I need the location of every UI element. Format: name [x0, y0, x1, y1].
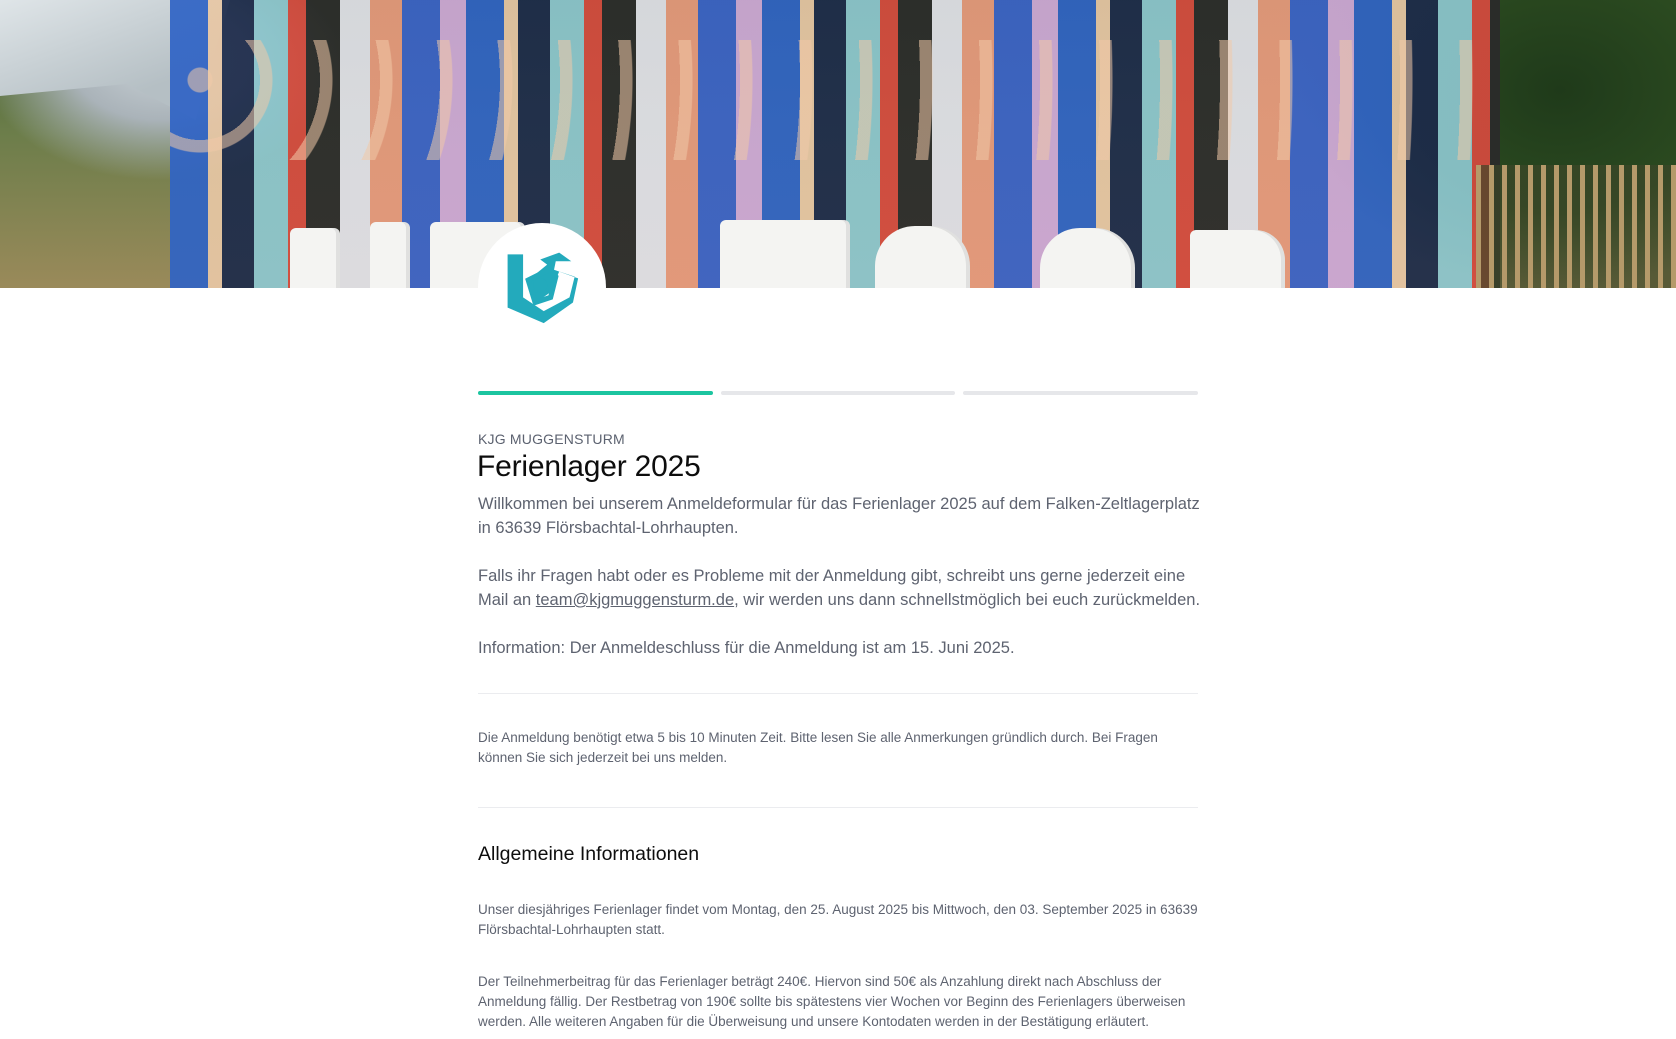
kjg-logo-icon: [499, 244, 585, 330]
intro-p2-before: Falls ihr Fragen habt oder es Probleme mit der Anmeldung gibt, schreibt uns gerne jederzeit eine Mail an: [478, 567, 1186, 609]
divider: [478, 693, 1198, 694]
progress-step-2: [721, 391, 956, 395]
letter-shape: [720, 220, 850, 288]
section-title-general-info: Allgemeine Informationen: [478, 843, 700, 865]
progress-step-1: [478, 391, 713, 395]
letter-shape: [1190, 230, 1285, 288]
fence-shape: [1476, 165, 1676, 288]
intro-paragraph-2: [478, 564, 1203, 612]
duration-note: Die Anmeldung benötigt etwa 5 bis 10 Minuten Zeit. Bitte lesen Sie alle Anmerkungen gründlich durch. Bei Fragen können Sie sich jederzeit bei uns melden.: [478, 730, 1158, 765]
intro-paragraph-3: Information: Der Anmeldeschluss für die Anmeldung ist am 15. Juni 2025.: [478, 639, 1015, 657]
intro-text: [478, 492, 1203, 684]
info-paragraph-dates: Unser diesjähriges Ferienlager findet vom Montag, den 25. August 2025 bis Mittwoch, den 03. September 2025 in 63639 Flörsbachtal-Lohrhaupten statt.: [478, 902, 1198, 937]
intro-paragraph-1: Willkommen bei unserem Anmeldeformular für das Ferienlager 2025 auf dem Falken-Zeltlagerplatz in 63639 Flörsbachtal-Lohrhaupten.: [478, 495, 1200, 537]
page-title: Ferienlager 2025: [477, 450, 701, 483]
organization-logo: [478, 223, 606, 351]
letter-shape: [370, 222, 410, 288]
intro-p2-after: , wir werden uns dann schnellstmöglich bei euch zurückmelden.: [734, 591, 1201, 609]
email-link[interactable]: team@kjgmuggensturm.de: [535, 591, 735, 609]
progress-step-3: [963, 391, 1198, 395]
form-progress-bar: [478, 391, 1198, 396]
organization-name: KJG MUGGENSTURM: [478, 431, 625, 447]
letter-shape: [1040, 228, 1135, 288]
hollywood-letters: [280, 215, 1300, 288]
letter-shape: [875, 226, 970, 288]
letter-shape: [290, 228, 340, 288]
divider: [478, 807, 1198, 808]
info-paragraph-fees: Der Teilnehmerbeitrag für das Ferienlager beträgt 240€. Hiervon sind 50€ als Anzahlung direkt nach Abschluss der Anmeldung fällig. Der Restbetrag von 190€ sollte bis spätestens vier Wochen vor Beginn des Ferienlagers überweisen werden. Alle weiteren Angaben für die Überweisung und unsere Kontodaten werden in der Bestätigung erläutert.: [478, 974, 1186, 1029]
header-banner-image: [0, 0, 1676, 288]
faces-shape: [170, 40, 1500, 160]
